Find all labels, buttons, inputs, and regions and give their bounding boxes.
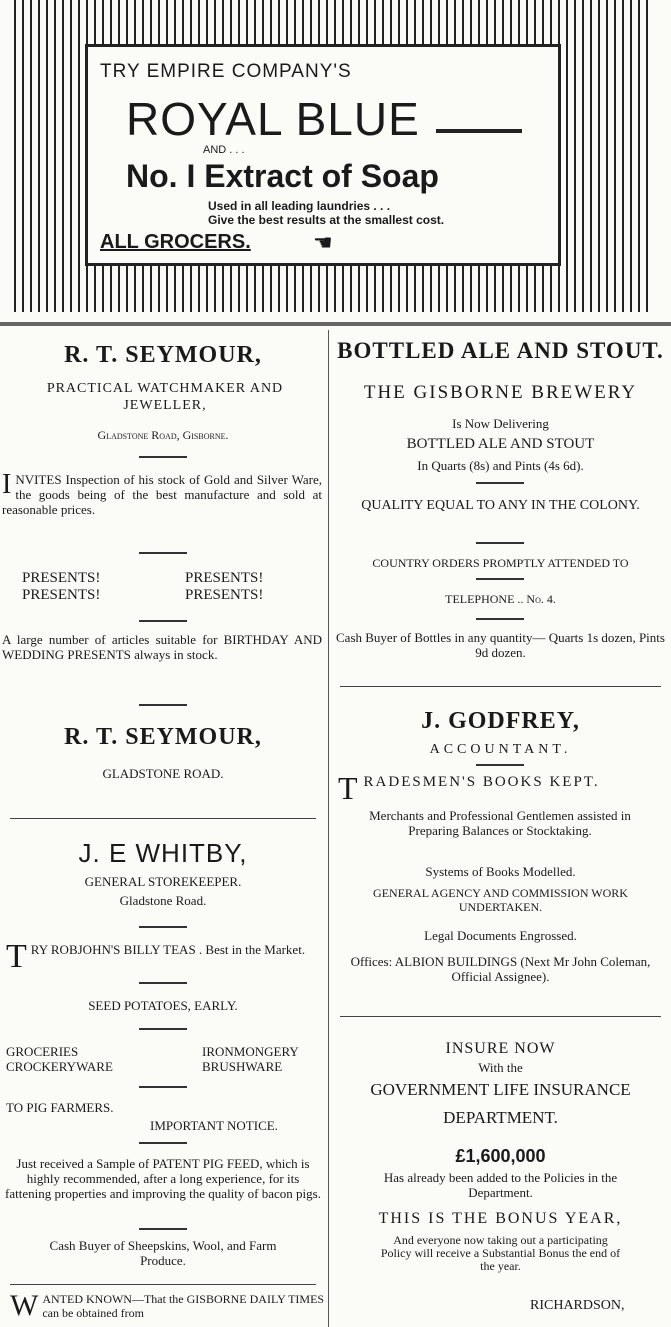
- godfrey-title: J. GODFREY,: [421, 708, 580, 734]
- whitby-subtitle: GENERAL STOREKEEPER.: [84, 874, 242, 889]
- whitby-groceries: GROCERIES: [6, 1044, 79, 1059]
- short-rule: [139, 456, 187, 458]
- brewery-country: COUNTRY ORDERS PROMPTLY ATTENDED TO: [372, 556, 629, 570]
- short-rule: [139, 1142, 187, 1144]
- brewery-product: BOTTLED ALE AND STOUT: [406, 436, 595, 452]
- insure-added: Has already been added to the Policies in the Department.: [383, 1170, 618, 1200]
- godfrey-merchants: Merchants and Professional Gentlemen assisted in Preparing Balances or Stocktaking.: [369, 808, 631, 838]
- seymour-address: Gladstone Road, Gisborne.: [97, 428, 229, 442]
- soap-line2: ROYAL BLUE: [126, 93, 420, 145]
- presents-c: PRESENTS!: [22, 587, 101, 603]
- short-rule: [139, 926, 187, 928]
- soap-line6: Give the best results at the smallest cost.: [208, 213, 445, 227]
- soap-rule: [436, 129, 522, 133]
- brewery-delivering: Is Now Delivering: [452, 416, 549, 431]
- whitby-seed: SEED POTATOES, EARLY.: [88, 998, 238, 1013]
- godfrey-systems: Systems of Books Modelled.: [425, 864, 576, 879]
- whitby-title: J. E WHITBY,: [78, 838, 248, 868]
- godfrey-subtitle: ACCOUNTANT.: [429, 742, 572, 757]
- seymour-address2: GLADSTONE ROAD.: [102, 766, 224, 781]
- short-rule: [476, 764, 524, 766]
- insure-everyone: And everyone now taking out a participating Policy will receive a Substantial Bonus the end of the year.: [380, 1233, 621, 1273]
- soap-ad: [85, 44, 561, 266]
- seymour-articles: A large number of articles suitable for BIRTHDAY AND WEDDING PRESENTS always in stock.: [2, 632, 322, 662]
- seymour-title: R. T. SEYMOUR,: [64, 342, 262, 368]
- godfrey-legal: Legal Documents Engrossed.: [424, 928, 577, 943]
- pointing-hand-icon: ☚: [313, 231, 333, 256]
- short-rule: [139, 704, 187, 706]
- wanted-text: ANTED KNOWN—That the GISBORNE DAILY TIMES can be obtained from: [42, 1292, 325, 1320]
- brewery-telephone: TELEPHONE .. No. 4.: [445, 592, 556, 606]
- top-divider: [0, 322, 671, 326]
- whitby-teas-text: RY ROBJOHN'S BILLY TEAS . Best in the Market.: [30, 942, 306, 957]
- whitby-cash-buyer: Cash Buyer of Sheepskins, Wool, and Farm Produce.: [49, 1238, 277, 1268]
- short-rule: [139, 982, 187, 984]
- brewery-prices: In Quarts (8s) and Pints (4s 6d).: [417, 458, 584, 473]
- insure-amount: £1,600,000: [455, 1146, 546, 1166]
- short-rule: [139, 620, 187, 622]
- short-rule: [139, 552, 187, 554]
- section-divider: [10, 818, 316, 819]
- insure-dept1: GOVERNMENT LIFE INSURANCE: [370, 1080, 631, 1099]
- whitby-pig-feed: Just received a Sample of PATENT PIG FEED, which is highly recommended, after a long experience, for its fattening properties and improving the quality of bacon pigs.: [5, 1156, 321, 1201]
- whitby-pig-farmers: TO PIG FARMERS.: [6, 1100, 114, 1115]
- brewery-title: BOTTLED ALE AND STOUT.: [337, 338, 664, 363]
- whitby-address: Gladstone Road.: [119, 893, 207, 908]
- section-divider: [340, 1016, 661, 1017]
- soap-line7: ALL GROCERS.: [100, 231, 251, 253]
- presents-d: PRESENTS!: [185, 587, 264, 603]
- godfrey-books: [338, 770, 667, 806]
- whitby-brushware: BRUSHWARE: [202, 1059, 283, 1074]
- whitby-teas: [6, 938, 322, 975]
- godfrey-offices: Offices: ALBION BUILDINGS (Next Mr John Coleman, Official Assignee).: [350, 954, 651, 984]
- short-rule: [476, 542, 524, 544]
- seymour-title2: R. T. SEYMOUR,: [64, 724, 262, 750]
- presents-a: PRESENTS!: [22, 570, 101, 586]
- seymour-subtitle: PRACTICAL WATCHMAKER AND JEWELLER,: [46, 381, 284, 413]
- godfrey-agency: GENERAL AGENCY AND COMMISSION WORK UNDERTAKEN.: [373, 886, 628, 914]
- whitby-crockery: CROCKERYWARE: [6, 1059, 113, 1074]
- soap-line1: TRY EMPIRE COMPANY'S: [100, 61, 352, 82]
- whitby-drop: T: [6, 938, 27, 975]
- column-divider: [328, 330, 329, 1327]
- wanted-notice: [10, 1289, 326, 1322]
- wanted-drop: W: [10, 1289, 39, 1322]
- brewery-name: THE GISBORNE BREWERY: [363, 382, 638, 403]
- whitby-notice: IMPORTANT NOTICE.: [150, 1118, 278, 1133]
- short-rule: [139, 1228, 187, 1230]
- soap-line3: AND . . .: [203, 144, 245, 156]
- seymour-body-text: NVITES Inspection of his stock of Gold and Silver Ware, the goods being of the best manufacture and sold at reasonable prices.: [2, 472, 322, 517]
- whitby-ironmongery: IRONMONGERY: [202, 1044, 299, 1059]
- insure-with: With the: [478, 1060, 523, 1075]
- insure-bonus: THIS IS THE BONUS YEAR,: [378, 1210, 623, 1227]
- godfrey-books-text: RADESMEN'S BOOKS KEPT.: [363, 774, 600, 790]
- short-rule: [139, 1028, 187, 1030]
- soap-line5: Used in all leading laundries . . .: [208, 199, 391, 213]
- insure-title: INSURE NOW: [445, 1040, 556, 1057]
- soap-line4: No. I Extract of Soap: [126, 158, 439, 194]
- seymour-body: [2, 469, 322, 517]
- short-rule: [139, 1086, 187, 1088]
- section-divider: [340, 686, 661, 687]
- short-rule: [476, 578, 524, 580]
- short-rule: [476, 482, 524, 484]
- insure-sign: RICHARDSON,: [530, 1298, 625, 1313]
- presents-b: PRESENTS!: [185, 570, 264, 586]
- godfrey-drop: T: [338, 770, 360, 806]
- brewery-bottles: Cash Buyer of Bottles in any quantity— Quarts 1s dozen, Pints 9d dozen.: [336, 630, 665, 660]
- insure-dept2: DEPARTMENT.: [443, 1108, 558, 1127]
- short-rule: [476, 618, 524, 620]
- seymour-drop: I: [2, 469, 12, 500]
- brewery-quality: QUALITY EQUAL TO ANY IN THE COLONY.: [361, 498, 640, 513]
- section-divider: [10, 1284, 316, 1285]
